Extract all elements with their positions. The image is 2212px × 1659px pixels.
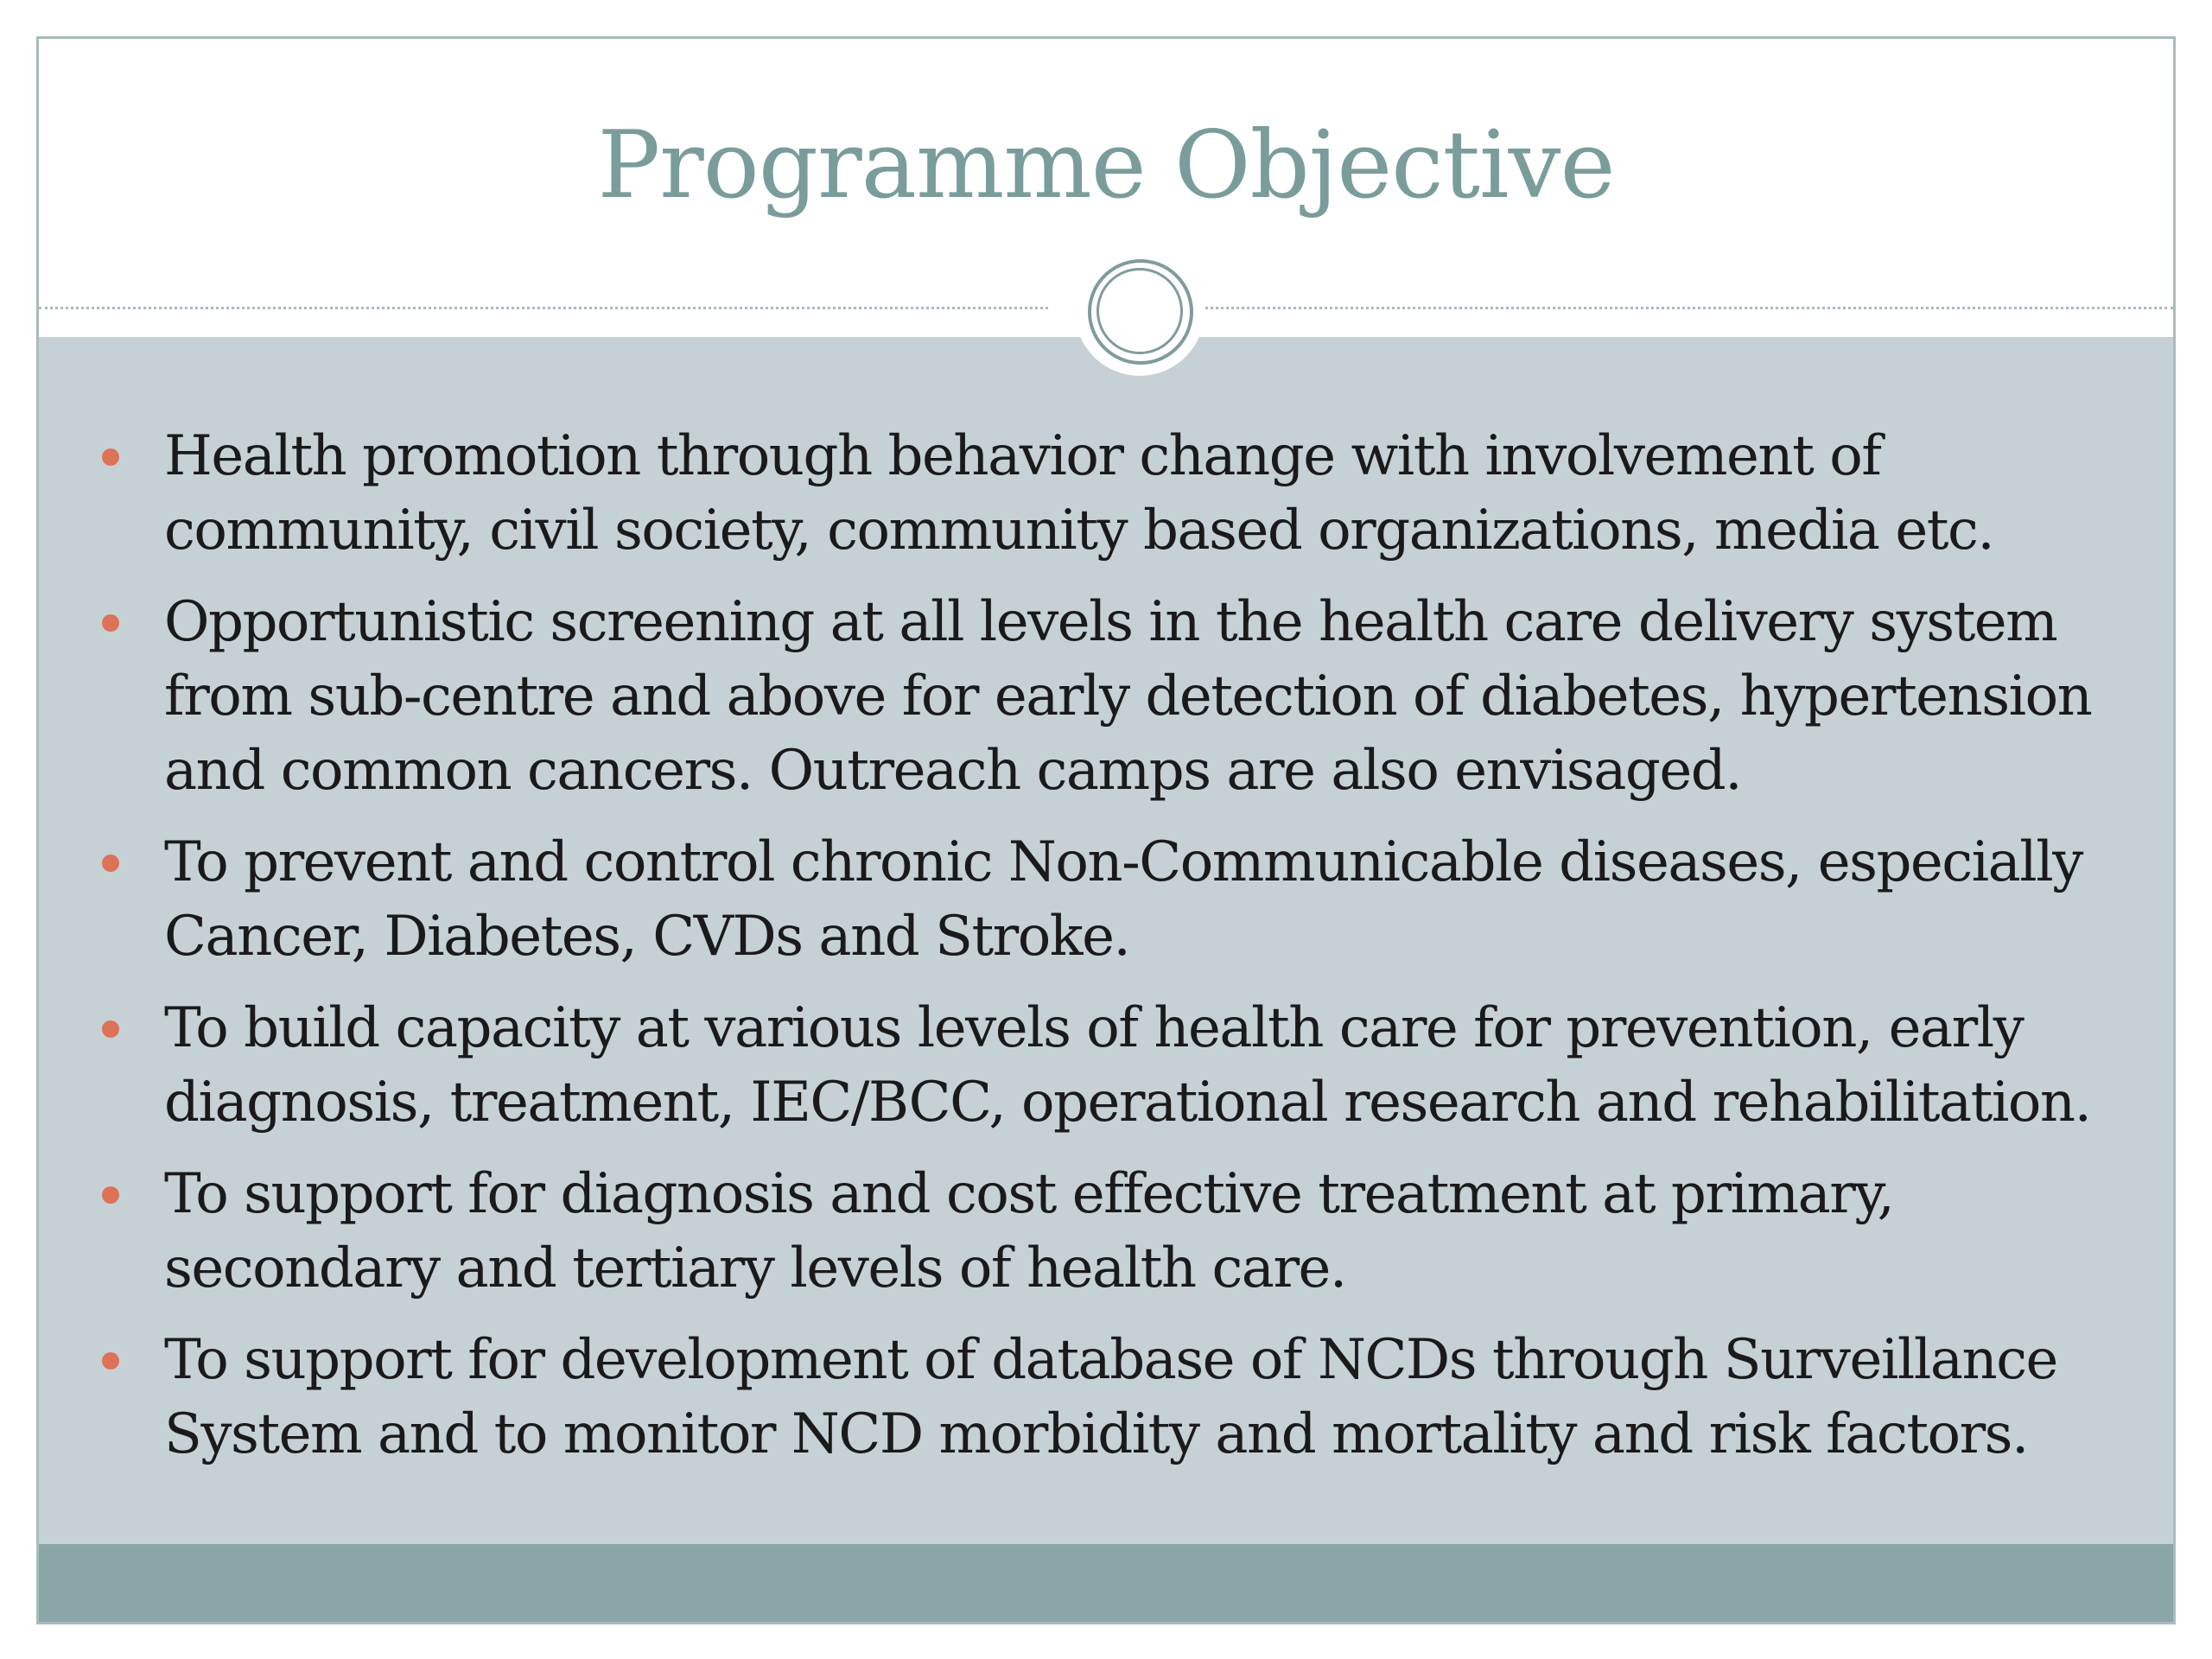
bullet-item xyxy=(39,825,2173,974)
ring-inner xyxy=(1096,268,1183,354)
bullet-dot-icon xyxy=(102,448,119,466)
divider-left xyxy=(39,307,1048,309)
bullet-item xyxy=(39,585,2173,808)
bullet-item xyxy=(39,1157,2173,1306)
bullet-list xyxy=(39,419,2173,1489)
slide-title: Programme Objective xyxy=(597,111,1615,219)
bullet-item xyxy=(39,1323,2173,1471)
bullet-text: To build capacity at various levels of health care for prevention, early diagnosis, treatment, IEC/BCC, operational research and rehabilitation. xyxy=(164,996,2091,1135)
bullet-item xyxy=(39,991,2173,1140)
bullet-item xyxy=(39,419,2173,568)
bullet-dot-icon xyxy=(102,1020,119,1038)
bullet-text: Opportunistic screening at all levels in the health care delivery system from sub-centre and above for early detection of diabetes, hypertension and common cancers. Outreach camps are also envisaged. xyxy=(164,590,2092,803)
footer-band xyxy=(39,1544,2173,1622)
bullet-dot-icon xyxy=(102,614,119,632)
bullet-text: Health promotion through behavior change with involvement of community, civil society, community based organizations, media etc. xyxy=(164,424,1994,563)
slide xyxy=(36,36,2176,1624)
circle-ornament-icon xyxy=(1075,246,1205,376)
bullet-dot-icon xyxy=(102,1186,119,1204)
bullet-text: To prevent and control chronic Non-Communicable diseases, especially Cancer, Diabetes, CVDs and Stroke. xyxy=(164,830,2082,969)
bullet-text: To support for development of database of NCDs through Surveillance System and to monitor NCD morbidity and mortality and risk factors. xyxy=(164,1328,2057,1466)
bullet-text: To support for diagnosis and cost effective treatment at primary, secondary and tertiary levels of health care. xyxy=(164,1162,1894,1300)
divider-right xyxy=(1168,307,2173,309)
bullet-dot-icon xyxy=(102,1352,119,1370)
bullet-dot-icon xyxy=(102,855,119,872)
